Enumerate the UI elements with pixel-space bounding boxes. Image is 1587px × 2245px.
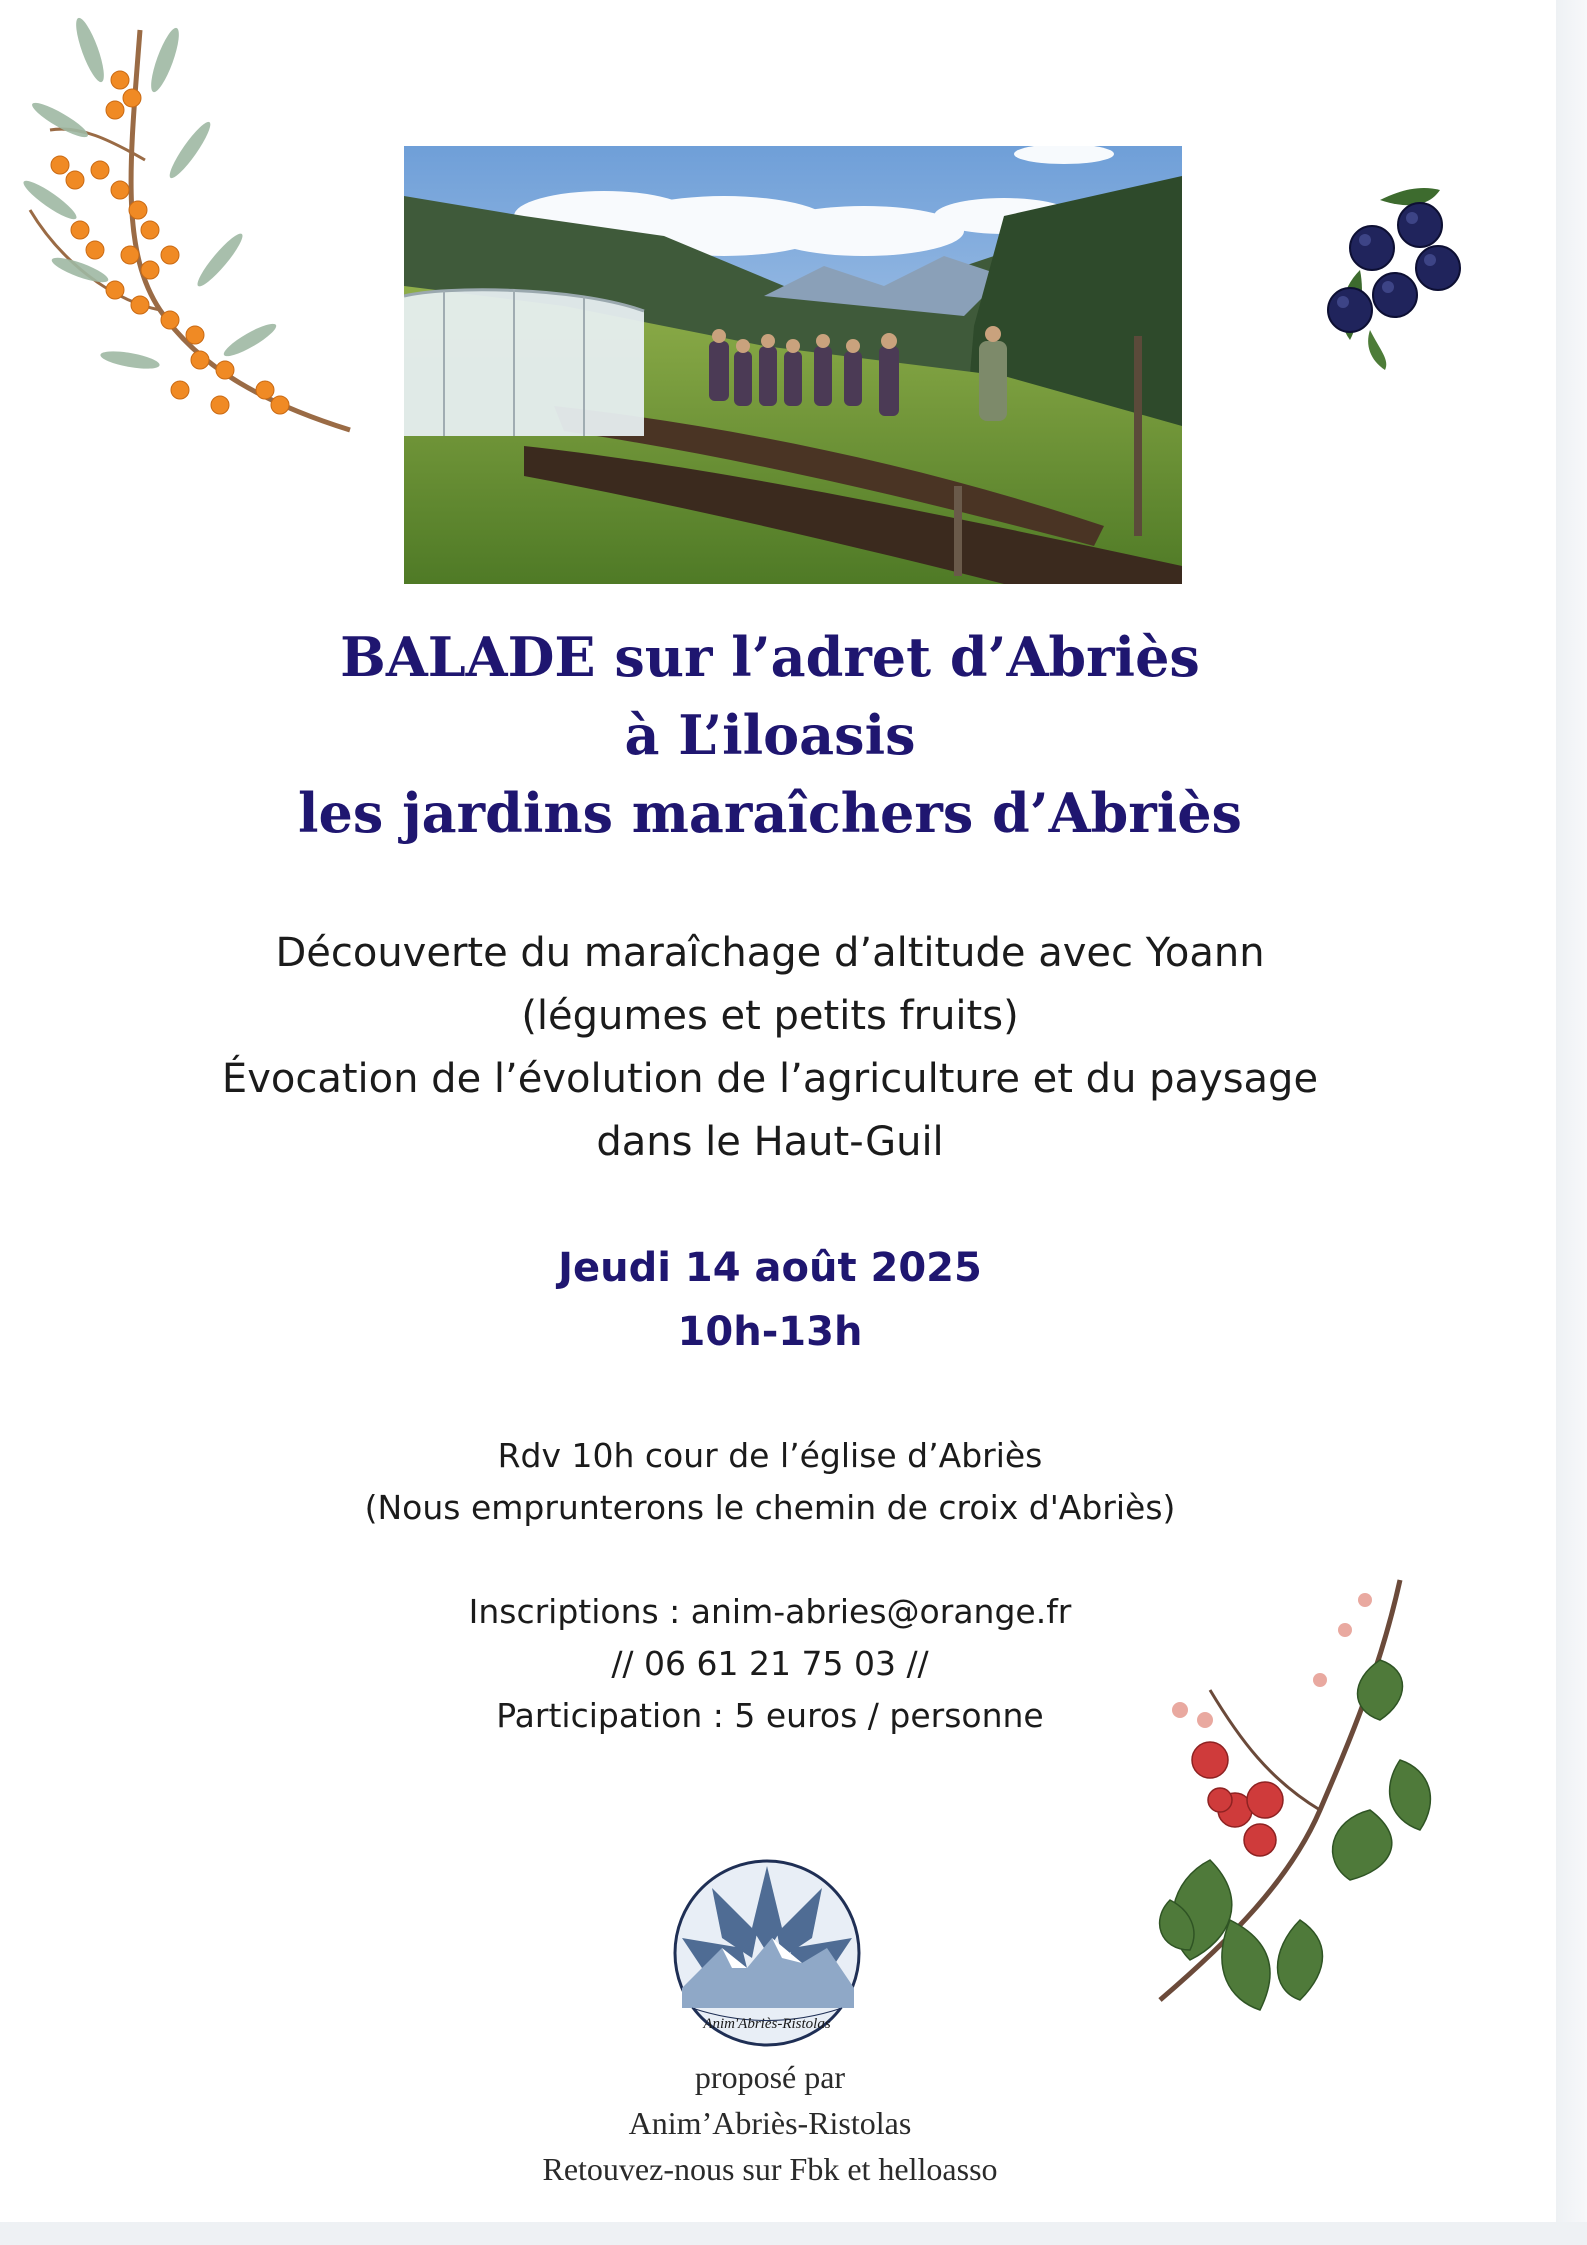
route-note: (Nous emprunterons le chemin de croix d'Abriès) <box>364 1488 1176 1527</box>
event-description <box>0 922 1540 1174</box>
raspberry-illustration <box>1150 1560 1440 2020</box>
participation-price: Participation : 5 euros / personne <box>496 1696 1044 1735</box>
footer <box>0 2054 1540 2192</box>
blueberries-illustration <box>1320 180 1470 370</box>
title-line-2: à L’iloasis <box>624 703 916 767</box>
registration-contact: Inscriptions : anim-abries@orange.fr <box>468 1592 1072 1631</box>
event-date: Jeudi 14 août 2025 <box>558 1245 982 1291</box>
page-edge <box>1556 0 1587 2245</box>
logo-text: Anim'Abriès-Ristolas <box>703 2016 831 2032</box>
footer-social: Retouvez-nous sur Fbk et helloasso <box>542 2151 998 2187</box>
meeting-place: Rdv 10h cour de l’église d’Abriès <box>497 1436 1043 1475</box>
sea-buckthorn-illustration <box>20 10 360 440</box>
title-line-3: les jardins maraîchers d’Abriès <box>298 781 1242 845</box>
title-line-1: BALADE sur l’adret d’Abriès <box>340 625 1200 689</box>
event-schedule <box>0 1236 1540 1364</box>
page-bottom-edge <box>0 2222 1587 2245</box>
garden-photo <box>404 146 1182 584</box>
description-line-3: Évocation de l’évolution de l’agriculture et du paysage <box>221 1056 1319 1102</box>
garden-photo-drawing <box>404 146 1182 584</box>
description-line-2: (légumes et petits fruits) <box>521 993 1019 1039</box>
event-title <box>0 618 1540 852</box>
association-logo <box>672 1858 862 2048</box>
description-line-1: Découverte du maraîchage d’altitude avec Yoann <box>275 930 1265 976</box>
event-time: 10h-13h <box>677 1309 863 1355</box>
footer-organizer: Anim’Abriès-Ristolas <box>628 2105 912 2141</box>
footer-proposed-by: proposé par <box>694 2059 846 2095</box>
phone-number: // 06 61 21 75 03 // <box>611 1644 929 1683</box>
description-line-4: dans le Haut-Guil <box>596 1119 944 1165</box>
